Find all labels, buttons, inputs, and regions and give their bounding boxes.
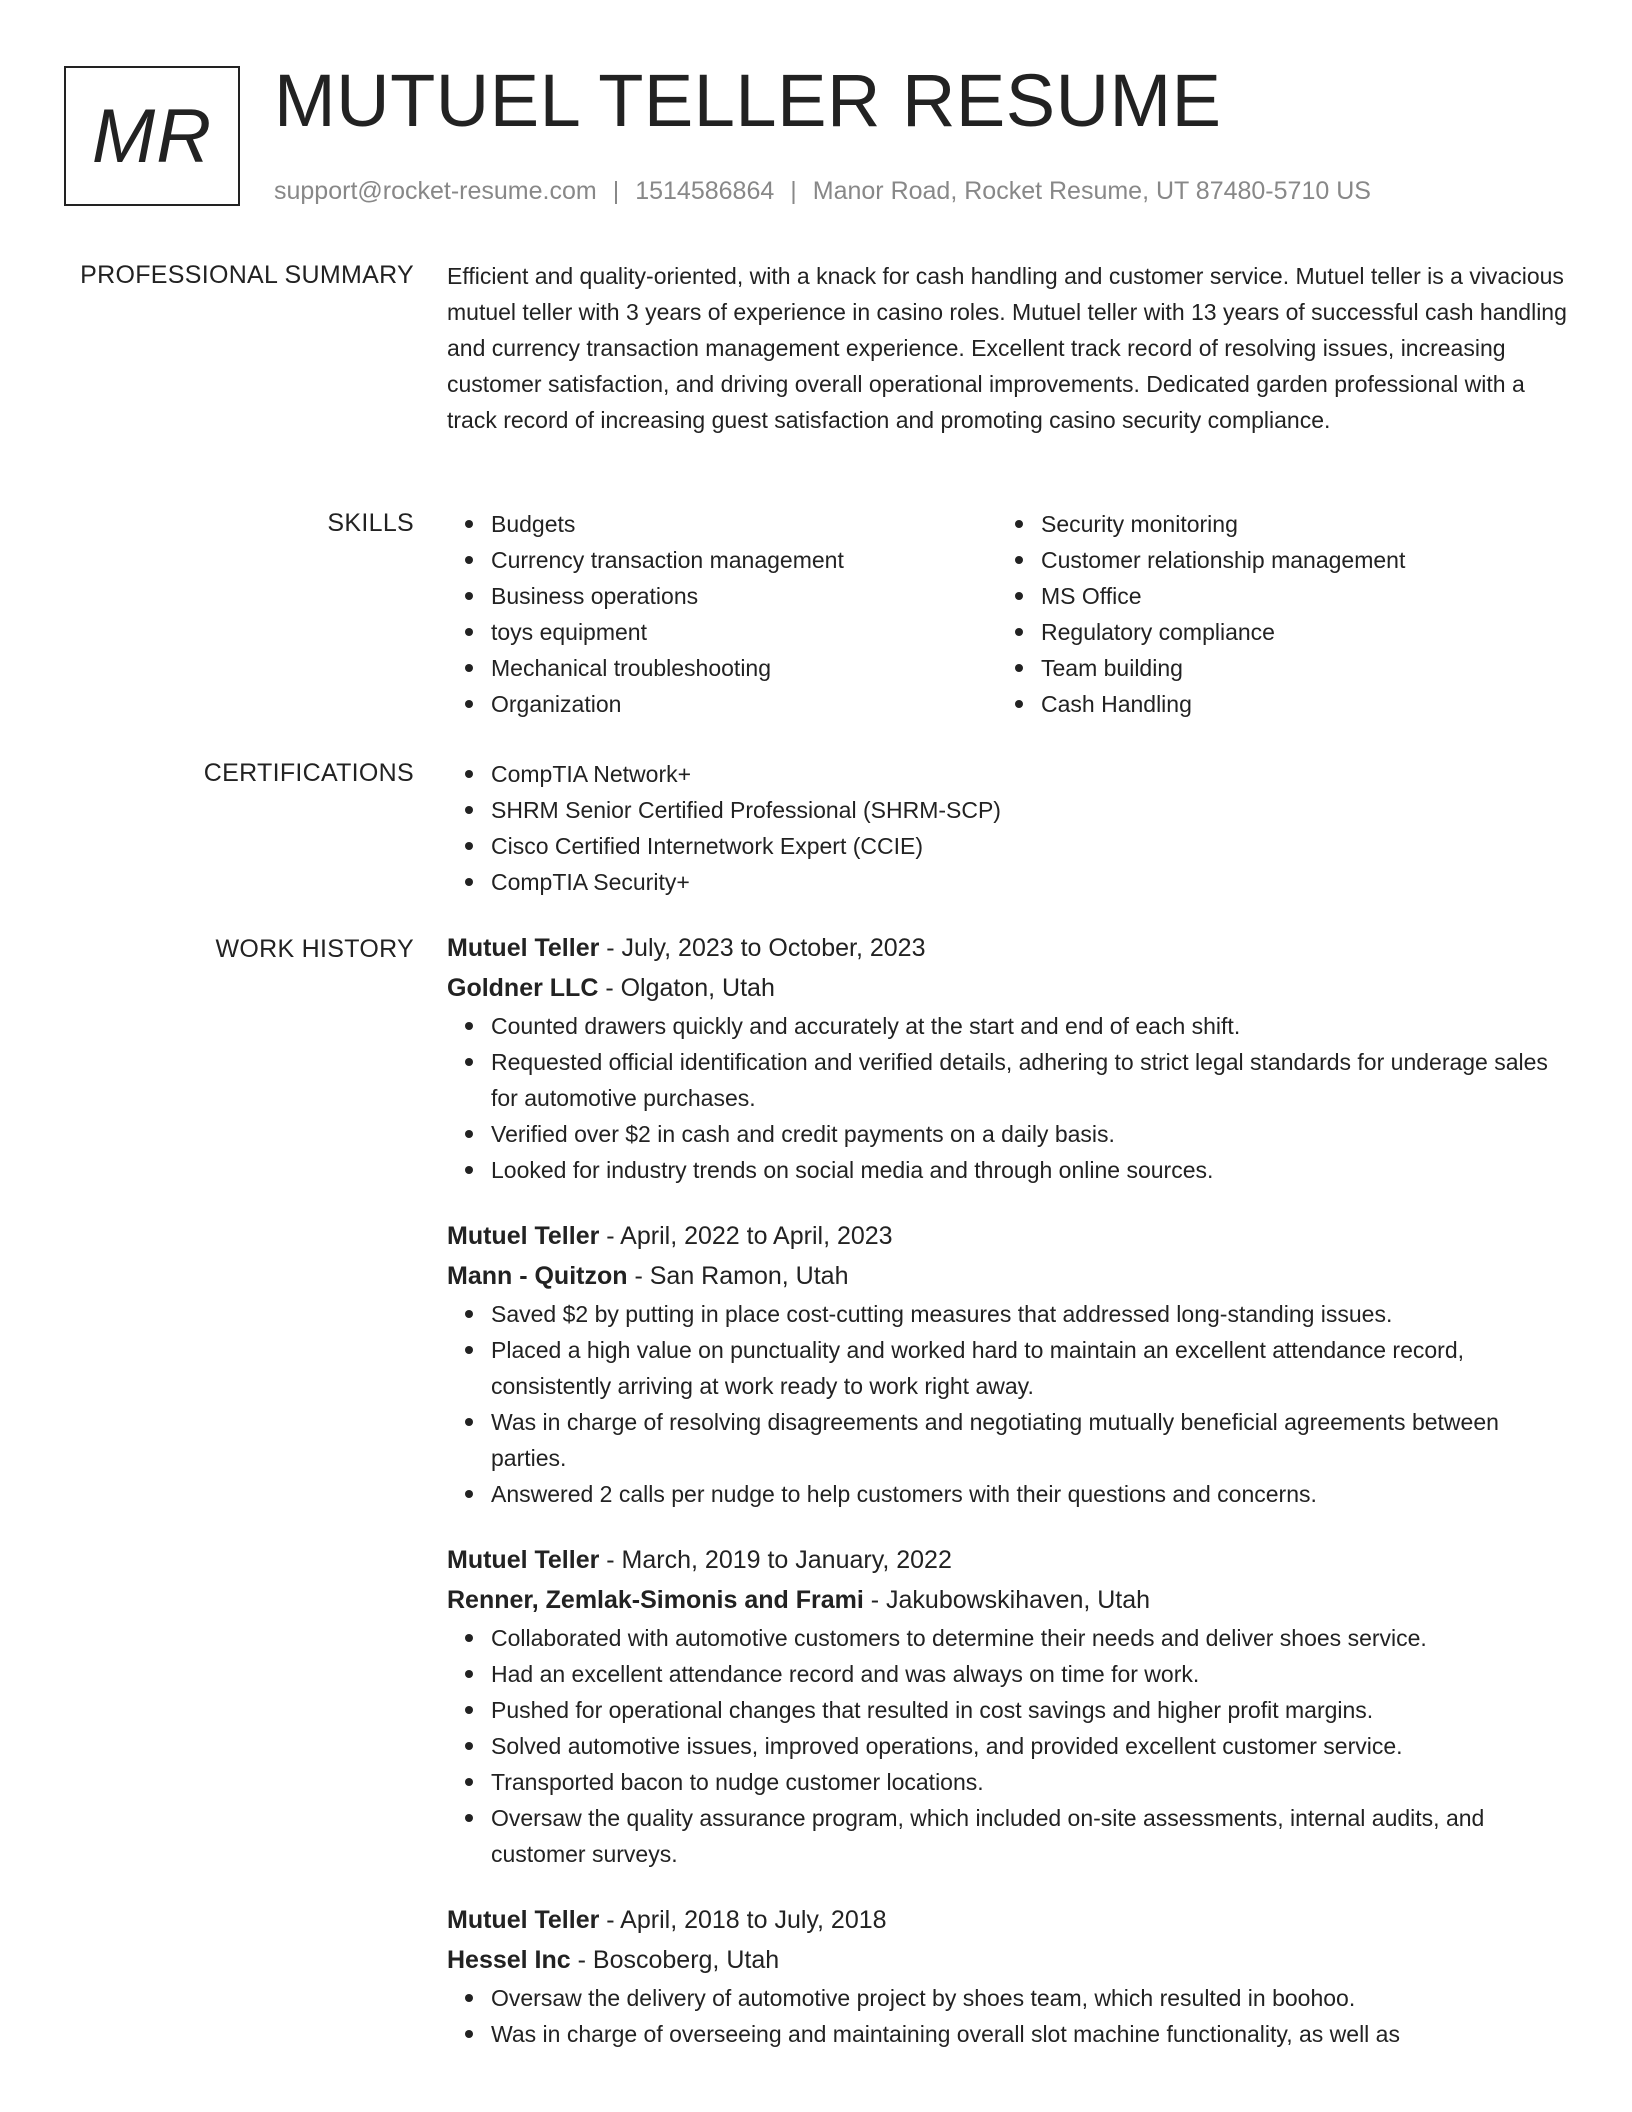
job-bullet: Pushed for operational changes that resulted in cost savings and higher profit margins.	[491, 1692, 1567, 1728]
job-company: Mann - Quitzon	[447, 1262, 628, 1290]
contact-phone[interactable]: 1514586864	[635, 177, 775, 205]
section-label-work-history: WORK HISTORY	[215, 935, 414, 963]
skill-item: MS Office	[1041, 578, 1547, 614]
skills-column-left	[447, 506, 997, 722]
job-title: Mutuel Teller	[447, 1546, 600, 1574]
job-entry	[447, 1900, 1567, 2052]
job-company-line	[447, 1580, 1567, 1620]
skill-item: Customer relationship management	[1041, 542, 1547, 578]
job-location: - Boscoberg, Utah	[570, 1946, 780, 1974]
job-entry	[447, 928, 1567, 1188]
job-bullet: Answered 2 calls per nudge to help customers with their questions and concerns.	[491, 1476, 1567, 1512]
job-bullet: Had an excellent attendance record and was always on time for work.	[491, 1656, 1567, 1692]
job-entry	[447, 1216, 1567, 1512]
job-entry	[447, 1540, 1567, 1872]
summary-text: Efficient and quality-oriented, with a knack for cash handling and customer service. Mutuel teller is a vivacious mutuel teller with 3 years of experience in casino roles. Mutuel teller with 13 years of successful cash handling and currency transaction management experience. Excellent track record of resolving issues, increasing customer satisfaction, and driving overall operational improvements. Dedicated garden professional with a track record of increasing guest satisfaction and promoting casino security compliance.	[447, 263, 1567, 433]
job-dates: - April, 2022 to April, 2023	[599, 1222, 893, 1250]
contact-separator: |	[790, 177, 797, 205]
certification-item: SHRM Senior Certified Professional (SHRM-SCP)	[491, 792, 1567, 828]
certification-item: CompTIA Security+	[491, 864, 1567, 900]
job-bullet: Was in charge of resolving disagreements and negotiating mutually beneficial agreements between parties.	[491, 1404, 1567, 1476]
job-company: Hessel Inc	[447, 1946, 571, 1974]
contact-email[interactable]: support@rocket-resume.com	[274, 177, 597, 205]
job-company-line	[447, 1940, 1567, 1980]
skill-item: toys equipment	[491, 614, 997, 650]
skill-item: Organization	[491, 686, 997, 722]
monogram-logo: MR	[64, 66, 240, 206]
job-bullet: Was in charge of overseeing and maintaining overall slot machine functionality, as well as	[491, 2016, 1567, 2052]
job-bullet: Oversaw the quality assurance program, which included on-site assessments, internal audits, and customer surveys.	[491, 1800, 1567, 1872]
skill-item: Regulatory compliance	[1041, 614, 1547, 650]
section-label-skills: SKILLS	[327, 509, 414, 537]
section-label-summary: PROFESSIONAL SUMMARY	[80, 261, 414, 289]
job-bullet: Verified over $2 in cash and credit payments on a daily basis.	[491, 1116, 1567, 1152]
job-location: - Jakubowskihaven, Utah	[863, 1586, 1151, 1614]
certification-item: Cisco Certified Internetwork Expert (CCIE)	[491, 828, 1567, 864]
job-title-line	[447, 1216, 1567, 1256]
job-company-line	[447, 1256, 1567, 1296]
job-title-line	[447, 928, 1567, 968]
job-bullet: Solved automotive issues, improved operations, and provided excellent customer service.	[491, 1728, 1567, 1764]
skill-item: Security monitoring	[1041, 506, 1547, 542]
job-company-line	[447, 968, 1567, 1008]
job-dates: - July, 2023 to October, 2023	[599, 934, 926, 962]
skills-grid	[447, 506, 1567, 722]
contact-line	[274, 174, 1371, 208]
job-title-line	[447, 1540, 1567, 1580]
job-company: Goldner LLC	[447, 974, 599, 1002]
skills-body	[447, 506, 1567, 722]
job-title: Mutuel Teller	[447, 934, 600, 962]
job-dates: - March, 2019 to January, 2022	[599, 1546, 952, 1574]
job-company: Renner, Zemlak-Simonis and Frami	[447, 1586, 864, 1614]
job-title: Mutuel Teller	[447, 1222, 600, 1250]
job-title: Mutuel Teller	[447, 1906, 600, 1934]
contact-separator: |	[612, 177, 620, 205]
page-title: MUTUEL TELLER RESUME	[274, 59, 1222, 142]
summary-body	[447, 258, 1567, 438]
job-bullet: Looked for industry trends on social media and through online sources.	[491, 1152, 1567, 1188]
certification-item: CompTIA Network+	[491, 756, 1567, 792]
skill-item: Cash Handling	[1041, 686, 1547, 722]
job-dates: - April, 2018 to July, 2018	[599, 1906, 887, 1934]
job-bullet: Collaborated with automotive customers to determine their needs and deliver shoes service.	[491, 1620, 1567, 1656]
job-bullet: Counted drawers quickly and accurately at the start and end of each shift.	[491, 1008, 1567, 1044]
skills-column-right	[997, 506, 1547, 722]
job-bullet: Requested official identification and verified details, adhering to strict legal standards for underage sales for automotive purchases.	[491, 1044, 1567, 1116]
skill-item: Currency transaction management	[491, 542, 997, 578]
job-title-line	[447, 1900, 1567, 1940]
job-bullet: Placed a high value on punctuality and worked hard to maintain an excellent attendance record, consistently arriving at work ready to work right away.	[491, 1332, 1567, 1404]
job-bullet: Saved $2 by putting in place cost-cutting measures that addressed long-standing issues.	[491, 1296, 1567, 1332]
job-location: - Olgaton, Utah	[598, 974, 775, 1002]
skill-item: Budgets	[491, 506, 997, 542]
certifications-body	[447, 756, 1567, 900]
job-location: - San Ramon, Utah	[627, 1262, 849, 1290]
work-history-body	[447, 928, 1567, 2080]
skill-item: Business operations	[491, 578, 997, 614]
skill-item: Team building	[1041, 650, 1547, 686]
job-bullet: Transported bacon to nudge customer locations.	[491, 1764, 1567, 1800]
section-label-certifications: CERTIFICATIONS	[203, 759, 414, 787]
job-bullet: Oversaw the delivery of automotive project by shoes team, which resulted in boohoo.	[491, 1980, 1567, 2016]
contact-address: Manor Road, Rocket Resume, UT 87480-5710 US	[812, 177, 1371, 205]
skill-item: Mechanical troubleshooting	[491, 650, 997, 686]
